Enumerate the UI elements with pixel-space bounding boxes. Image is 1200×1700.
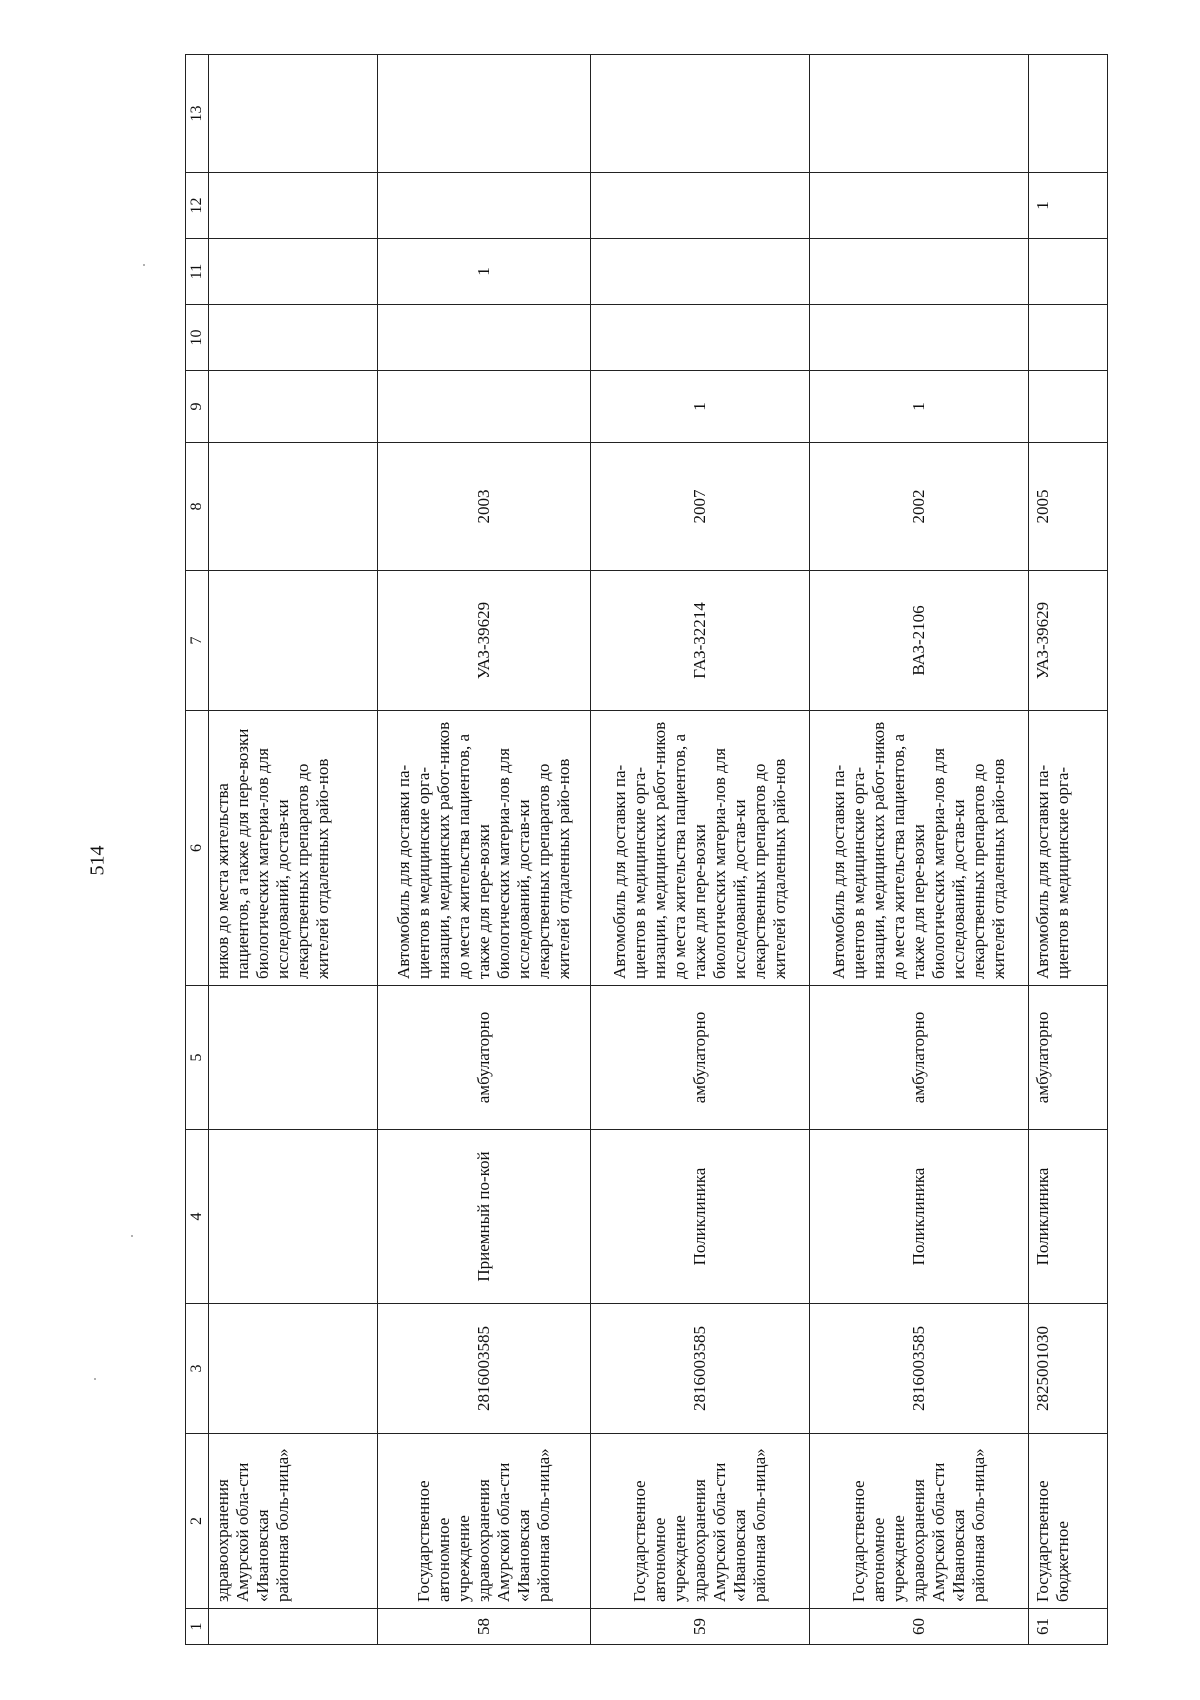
year-cell: 2005 [1029,443,1108,571]
col9-cell [378,371,591,443]
vehicle-table [185,54,1108,1645]
department-cell: Поликлиника [591,1130,810,1304]
header-cell: 3 [186,1304,209,1434]
inn-cell: 2816003585 [378,1304,591,1434]
department-cell [209,1130,378,1304]
col10-cell [1029,305,1108,371]
page-number [78,830,118,890]
care-mode-cell: амбулаторно [591,986,810,1130]
table-row [591,55,810,1645]
row-number: 59 [591,1609,810,1645]
header-cell: 5 [186,986,209,1130]
table-row [810,55,1029,1645]
header-cell: 1 [186,1609,209,1645]
care-mode-cell: амбулаторно [810,986,1029,1130]
organization-name: Государственное бюджетное [1029,1434,1108,1609]
organization-name: Государственное автономное учреждение здравоохранения Амурской обла-сти «Ивановская районная боль-ница» [591,1434,810,1609]
scan-speck [94,1378,96,1380]
vehicle-model-cell [209,571,378,711]
purpose-cell: Автомобиль для доставки па-циентов в медицинские орга-низации, медицинских работ-ников до места жительства пациентов, а также для пере-возки биологических материа-лов для исследований, достав-ки лекарственных препаратов до жителей отдаленных райо-нов [378,711,591,986]
header-cell: 12 [186,173,209,239]
col9-cell [1029,371,1108,443]
col11-cell [591,239,810,305]
header-cell: 6 [186,711,209,986]
department-cell: Поликлиника [1029,1130,1108,1304]
col12-cell [591,173,810,239]
header-cell: 13 [186,55,209,173]
care-mode-cell: амбулаторно [1029,986,1108,1130]
year-cell: 2003 [378,443,591,571]
col11-cell [209,239,378,305]
table-row [378,55,591,1645]
vehicle-model-cell: УАЗ-39629 [1029,571,1108,711]
vehicle-model-cell: УАЗ-39629 [378,571,591,711]
care-mode-cell: амбулаторно [378,986,591,1130]
organization-name: здравоохранения Амурской обла-сти «Ивановская районная боль-ница» [209,1434,378,1609]
col9-cell [209,371,378,443]
col12-cell [209,173,378,239]
header-cell: 4 [186,1130,209,1304]
col10-cell [378,305,591,371]
col13-cell [209,55,378,173]
col10-cell [810,305,1029,371]
purpose-cell: Автомобиль для доставки па-циентов в медицинские орга-низации, медицинских работ-ников до места жительства пациентов, а также для пере-возки биологических материа-лов для исследований, достав-ки лекарственных препаратов до жителей отдаленных райо-нов [810,711,1029,986]
col9-cell: 1 [810,371,1029,443]
header-cell: 9 [186,371,209,443]
row-number: 60 [810,1609,1029,1645]
header-cell: 7 [186,571,209,711]
table-row [1029,55,1108,1645]
purpose-cell: Автомобиль для доставки па-циентов в медицинские орга- [1029,711,1108,986]
inn-cell: 2825001030 [1029,1304,1108,1434]
header-cell: 11 [186,239,209,305]
col9-cell: 1 [591,371,810,443]
table-row [209,55,378,1645]
col13-cell [1029,55,1108,173]
header-cell: 2 [186,1434,209,1609]
col13-cell [810,55,1029,173]
col11-cell: 1 [378,239,591,305]
header-row [186,55,209,1645]
col12-cell [378,173,591,239]
scan-speck [143,264,145,266]
purpose-cell: ников до места жительства пациентов, а также для пере-возки биологических материа-лов для исследований, достав-ки лекарственных препаратов до жителей отдаленных райо-нов [209,711,378,986]
organization-name: Государственное автономное учреждение здравоохранения Амурской обла-сти «Ивановская районная боль-ница» [378,1434,591,1609]
department-cell: Приемный по-кой [378,1130,591,1304]
col11-cell [810,239,1029,305]
col11-cell [1029,239,1108,305]
year-cell: 2002 [810,443,1029,571]
year-cell [209,443,378,571]
vehicle-model-cell: ГАЗ-32214 [591,571,810,711]
row-number: 61 [1029,1609,1108,1645]
year-cell: 2007 [591,443,810,571]
department-cell: Поликлиника [810,1130,1029,1304]
row-number: 58 [378,1609,591,1645]
header-cell: 8 [186,443,209,571]
inn-cell [209,1304,378,1434]
col12-cell: 1 [1029,173,1108,239]
care-mode-cell [209,986,378,1130]
row-number [209,1609,378,1645]
col13-cell [591,55,810,173]
page-number-text: 514 [86,845,109,875]
header-cell: 10 [186,305,209,371]
col10-cell [209,305,378,371]
scan-speck [131,1235,133,1237]
vehicle-model-cell: ВАЗ-2106 [810,571,1029,711]
col12-cell [810,173,1029,239]
organization-name: Государственное автономное учреждение здравоохранения Амурской обла-сти «Ивановская районная боль-ница» [810,1434,1029,1609]
inn-cell: 2816003585 [810,1304,1029,1434]
purpose-cell: Автомобиль для доставки па-циентов в медицинские орга-низации, медицинских работ-ников до места жительства пациентов, а также для пере-возки биологических материа-лов для исследований, достав-ки лекарственных препаратов до жителей отдаленных райо-нов [591,711,810,986]
col10-cell [591,305,810,371]
table-container [185,55,1165,1645]
inn-cell: 2816003585 [591,1304,810,1434]
col13-cell [378,55,591,173]
